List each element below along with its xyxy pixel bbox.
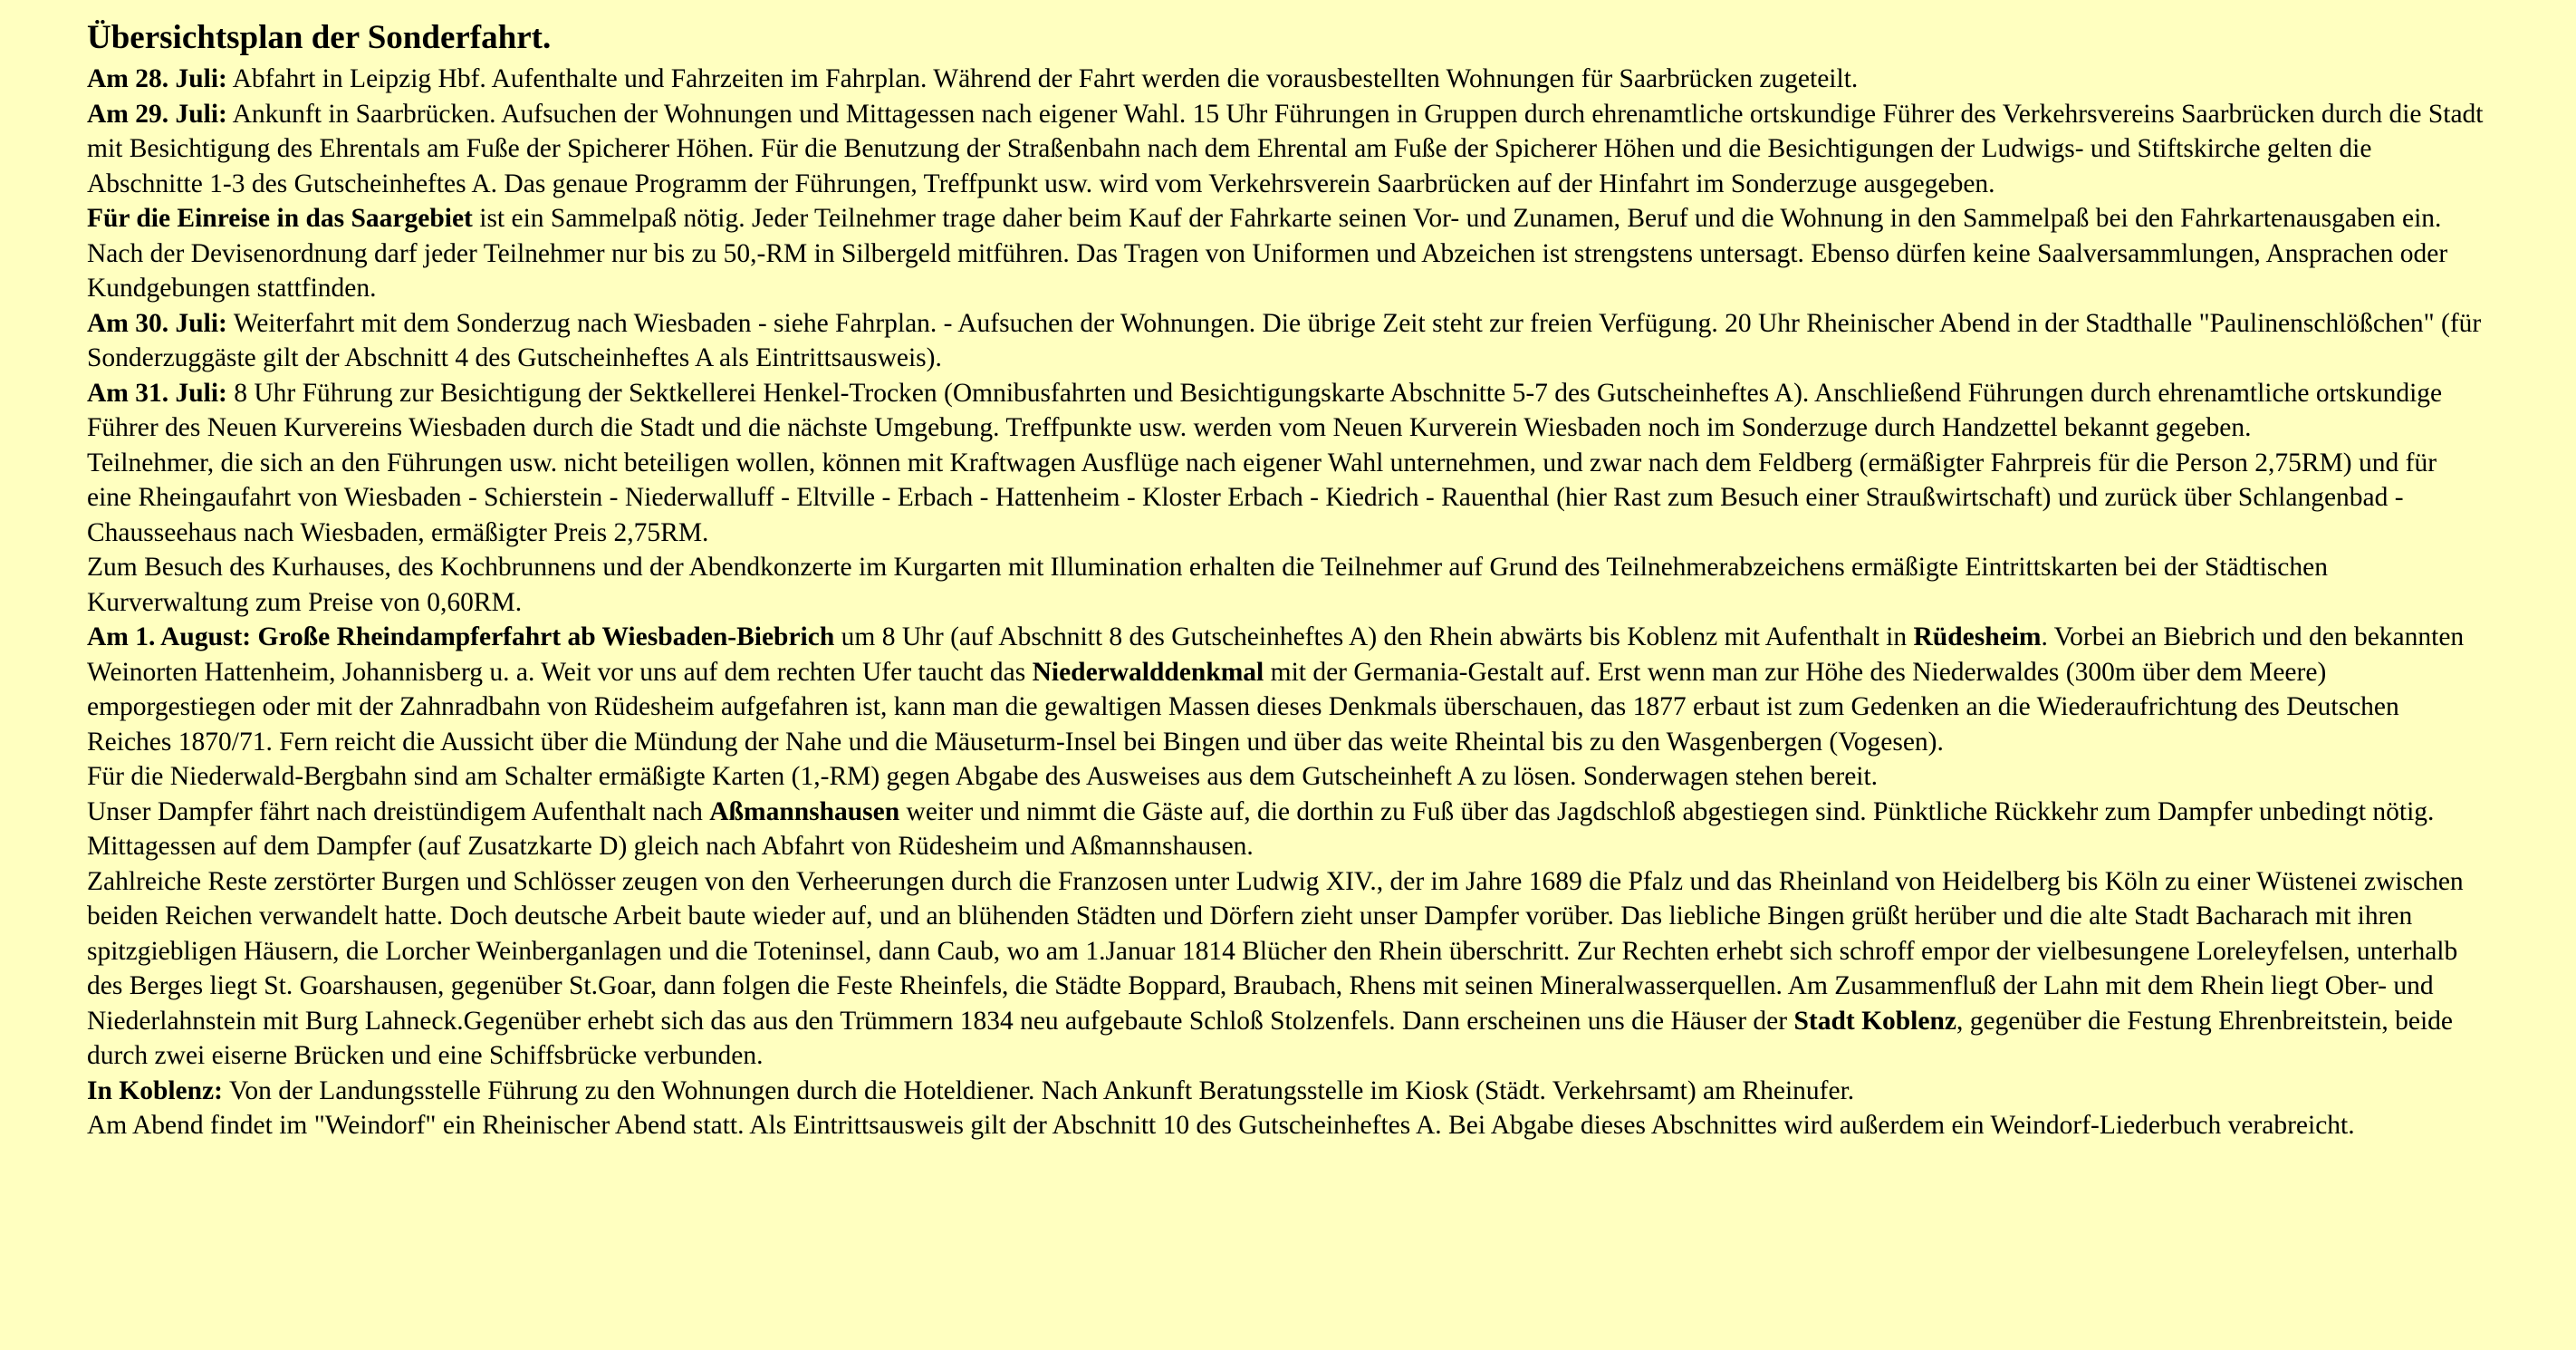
bold-text: Aßmannshausen	[709, 796, 900, 826]
bold-text: Niederwalddenkmal	[1032, 657, 1264, 687]
paragraph	[87, 97, 2487, 202]
text-run: Zum Besuch des Kurhauses, des Kochbrunnens und der Abendkonzerte im Kurgarten mit Illumination erhalten die Teilnehmer auf Grund des Teilnehmerabzeichens ermäßigte Eintrittskarten bei der Städtischen Kurverwaltung zum Preise von 0,60RM.	[87, 553, 2328, 617]
text-run: Mittagessen auf dem Dampfer (auf Zusatzkarte D) gleich nach Abfahrt von Rüdesheim und Aßmannshausen.	[87, 832, 1254, 861]
paragraph	[87, 306, 2487, 376]
text-run: Zahlreiche Reste zerstörter Burgen und Schlösser zeugen von den Verheerungen durch die Franzosen unter Ludwig XIV., der im Jahre 1689 die Pfalz und das Rheinland von Heidelberg bis Köln zu einer Wüstenei zwischen beiden Reichen verwandelt hatte. Doch deutsche Arbeit baute wieder auf, und an blühenden Städten und Dörfern zieht unser Dampfer vorüber. Das liebliche Bingen grüßt herüber und die alte Stadt Bacharach mit ihren spitzgiebligen Häusern, die Lorcher Weinberganlagen und die Toteninsel, dann Caub, wo am 1.Januar 1814 Blücher den Rhein überschritt. Zur Rechten erhebt sich schroff empor der vielbesungene Loreleyfelsen, unterhalb des Berges liegt St. Goarshausen, gegenüber St.Goar, dann folgen die Feste Rheinfels, die Städte Boppard, Braubach, Rhens mit seinen Mineralwasserquellen. Am Zusammenfluß der Lahn mit dem Rhein liegt Ober- und Niederlahnstein mit Burg Lahneck.Gegenüber erhebt sich das aus den Trümmern 1834 neu aufgebaute Schloß Stolzenfels. Dann erscheinen uns die Häuser der	[87, 866, 2464, 1036]
paragraph	[87, 829, 2487, 864]
bold-text: Rüdesheim	[1913, 622, 2042, 651]
text-run: um 8 Uhr (auf Abschnitt 8 des Gutscheinheftes A) den Rhein abwärts bis Koblenz mit Aufenthalt in	[834, 622, 1914, 651]
paragraph	[87, 1108, 2487, 1143]
bold-text: Stadt Koblenz	[1793, 1006, 1956, 1036]
text-run: Ankunft in Saarbrücken. Aufsuchen der Wohnungen und Mittagessen nach eigener Wahl. 15 Uhr Führungen in Gruppen durch ehrenamtliche ortskundige Führer des Verkehrsvereins Saarbrücken durch die Stadt mit Besichtigung des Ehrentals am Fuße der Spicherer Höhen. Für die Benutzung der Straßenbahn nach dem Ehrental am Fuße der Spicherer Höhen und die Besichtigungen der Ludwigs- und Stiftskirche gelten die Abschnitte 1-3 des Gutscheinheftes A. Das genaue Programm der Führungen, Treffpunkt usw. wird vom Verkehrsverein Saarbrücken auf der Hinfahrt im Sonderzuge ausgegeben.	[87, 99, 2484, 198]
text-run: Abfahrt in Leipzig Hbf. Aufenthalte und Fahrzeiten im Fahrplan. Während der Fahrt werden die vorausbestellten Wohnungen für Saarbrücken zugeteilt.	[226, 64, 1859, 93]
bold-text: Am 29. Juli:	[87, 99, 227, 129]
text-run: Nach der Devisenordnung darf jeder Teilnehmer nur bis zu 50,-RM in Silbergeld mitführen. Das Tragen von Uniformen und Abzeichen ist strengstens untersagt. Ebenso dürfen keine Saalversammlungen, Ansprachen oder Kundgebungen stattfinden.	[87, 238, 2448, 303]
paragraph	[87, 759, 2487, 795]
paragraph	[87, 446, 2487, 551]
bold-text: Am 28. Juli:	[87, 64, 227, 93]
paragraph	[87, 864, 2487, 1074]
text-run: mit der Germania-Gestalt auf. Erst wenn man zur Höhe des Niederwaldes (300m über dem Meere) emporgestiegen oder mit der Zahnradbahn von Rüdesheim aufgefahren ist, kann man die gewaltigen Massen dieses Denkmals überschauen, das 1877 erbaut ist zum Gedenken an die Wiederaufrichtung des Deutschen Reiches 1870/71. Fern reicht die Aussicht über die Mündung der Nahe und die Mäuseturm-Insel bei Bingen und über das weite Rheintal bis zu den Wasgenbergen (Vogesen).	[87, 657, 2399, 757]
text-run: Teilnehmer, die sich an den Führungen usw. nicht beteiligen wollen, können mit Kraftwagen Ausflüge nach eigener Wahl unternehmen, und zwar nach dem Feldberg (ermäßigter Fahrpreis für die Person 2,75RM) und für eine Rheingaufahrt von Wiesbaden - Schierstein - Niederwalluff - Eltville - Erbach - Hattenheim - Kloster Erbach - Kiedrich - Rauenthal (hier Rast zum Besuch einer Straußwirtschaft) und zurück über Schlangenbad - Chausseehaus nach Wiesbaden, ermäßigter Preis 2,75RM.	[87, 448, 2437, 547]
document-body	[87, 62, 2487, 1143]
bold-text: Am 30. Juli:	[87, 308, 227, 338]
document-page	[87, 14, 2487, 1143]
paragraph	[87, 795, 2487, 830]
text-run: Weiterfahrt mit dem Sonderzug nach Wiesbaden - siehe Fahrplan. - Aufsuchen der Wohnungen. Die übrige Zeit steht zur freien Verfügung. 20 Uhr Rheinischer Abend in der Stadthalle "Paulinenschlößchen" (für Sonderzuggäste gilt der Abschnitt 4 des Gutscheinheftes A als Eintrittsausweis).	[87, 308, 2482, 372]
paragraph	[87, 236, 2487, 306]
bold-text: Am 31. Juli:	[87, 378, 227, 408]
bold-text: In Koblenz:	[87, 1075, 223, 1105]
text-run: , gegenüber die Festung Ehrenbreitstein, beide durch zwei eiserne Brücken und eine Schiffsbrücke verbunden.	[87, 1006, 2454, 1070]
document-title: Übersichtsplan der Sonderfahrt.	[87, 19, 552, 56]
text-run: Für die Niederwald-Bergbahn sind am Schalter ermäßigte Karten (1,-RM) gegen Abgabe des Ausweises aus dem Gutscheinheft A zu lösen. Sonderwagen stehen bereit.	[87, 762, 1879, 791]
paragraph	[87, 201, 2487, 236]
text-run: Am Abend findet im "Weindorf" ein Rheinischer Abend statt. Als Eintrittsausweis gilt der Abschnitt 10 des Gutscheinheftes A. Bei Abgabe dieses Abschnittes wird außerdem ein Weindorf-Liederbuch verabreicht.	[87, 1111, 2355, 1140]
text-run: weiter und nimmt die Gäste auf, die dorthin zu Fuß über das Jagdschloß abgestiegen sind. Pünktliche Rückkehr zum Dampfer unbedingt nötig.	[899, 796, 2435, 826]
paragraph	[87, 550, 2487, 620]
text-run: . Vorbei an Biebrich und den bekannten Weinorten Hattenheim, Johannisberg u. a. Weit vor uns auf dem rechten Ufer taucht das	[87, 622, 2465, 687]
text-run: Unser Dampfer fährt nach dreistündigem Aufenthalt nach	[87, 796, 710, 826]
paragraph	[87, 62, 2487, 97]
paragraph	[87, 1074, 2487, 1109]
text-run: 8 Uhr Führung zur Besichtigung der Sektkellerei Henkel-Trocken (Omnibusfahrten und Besichtigungskarte Abschnitte 5-7 des Gutscheinheftes A). Anschließend Führungen durch ehrenamtliche ortskundige Führer des Neuen Kurvereins Wiesbaden durch die Stadt und die nächste Umgebung. Treffpunkte usw. werden vom Neuen Kurverein Wiesbaden noch im Sonderzuge durch Handzettel bekannt gegeben.	[87, 378, 2443, 442]
bold-text: Für die Einreise in das Saargebiet	[87, 204, 473, 233]
paragraph	[87, 620, 2487, 759]
text-run: Von der Landungsstelle Führung zu den Wohnungen durch die Hoteldiener. Nach Ankunft Beratungsstelle im Kiosk (Städt. Verkehrsamt) am Rheinufer.	[222, 1075, 1855, 1105]
text-run: ist ein Sammelpaß nötig. Jeder Teilnehmer trage daher beim Kauf der Fahrkarte seinen Vor- und Zunamen, Beruf und die Wohnung in den Sammelpaß bei den Fahrkartenausgaben ein.	[472, 204, 2442, 233]
bold-text: Am 1. August: Große Rheindampferfahrt ab Wiesbaden-Biebrich	[87, 622, 835, 651]
paragraph	[87, 376, 2487, 446]
